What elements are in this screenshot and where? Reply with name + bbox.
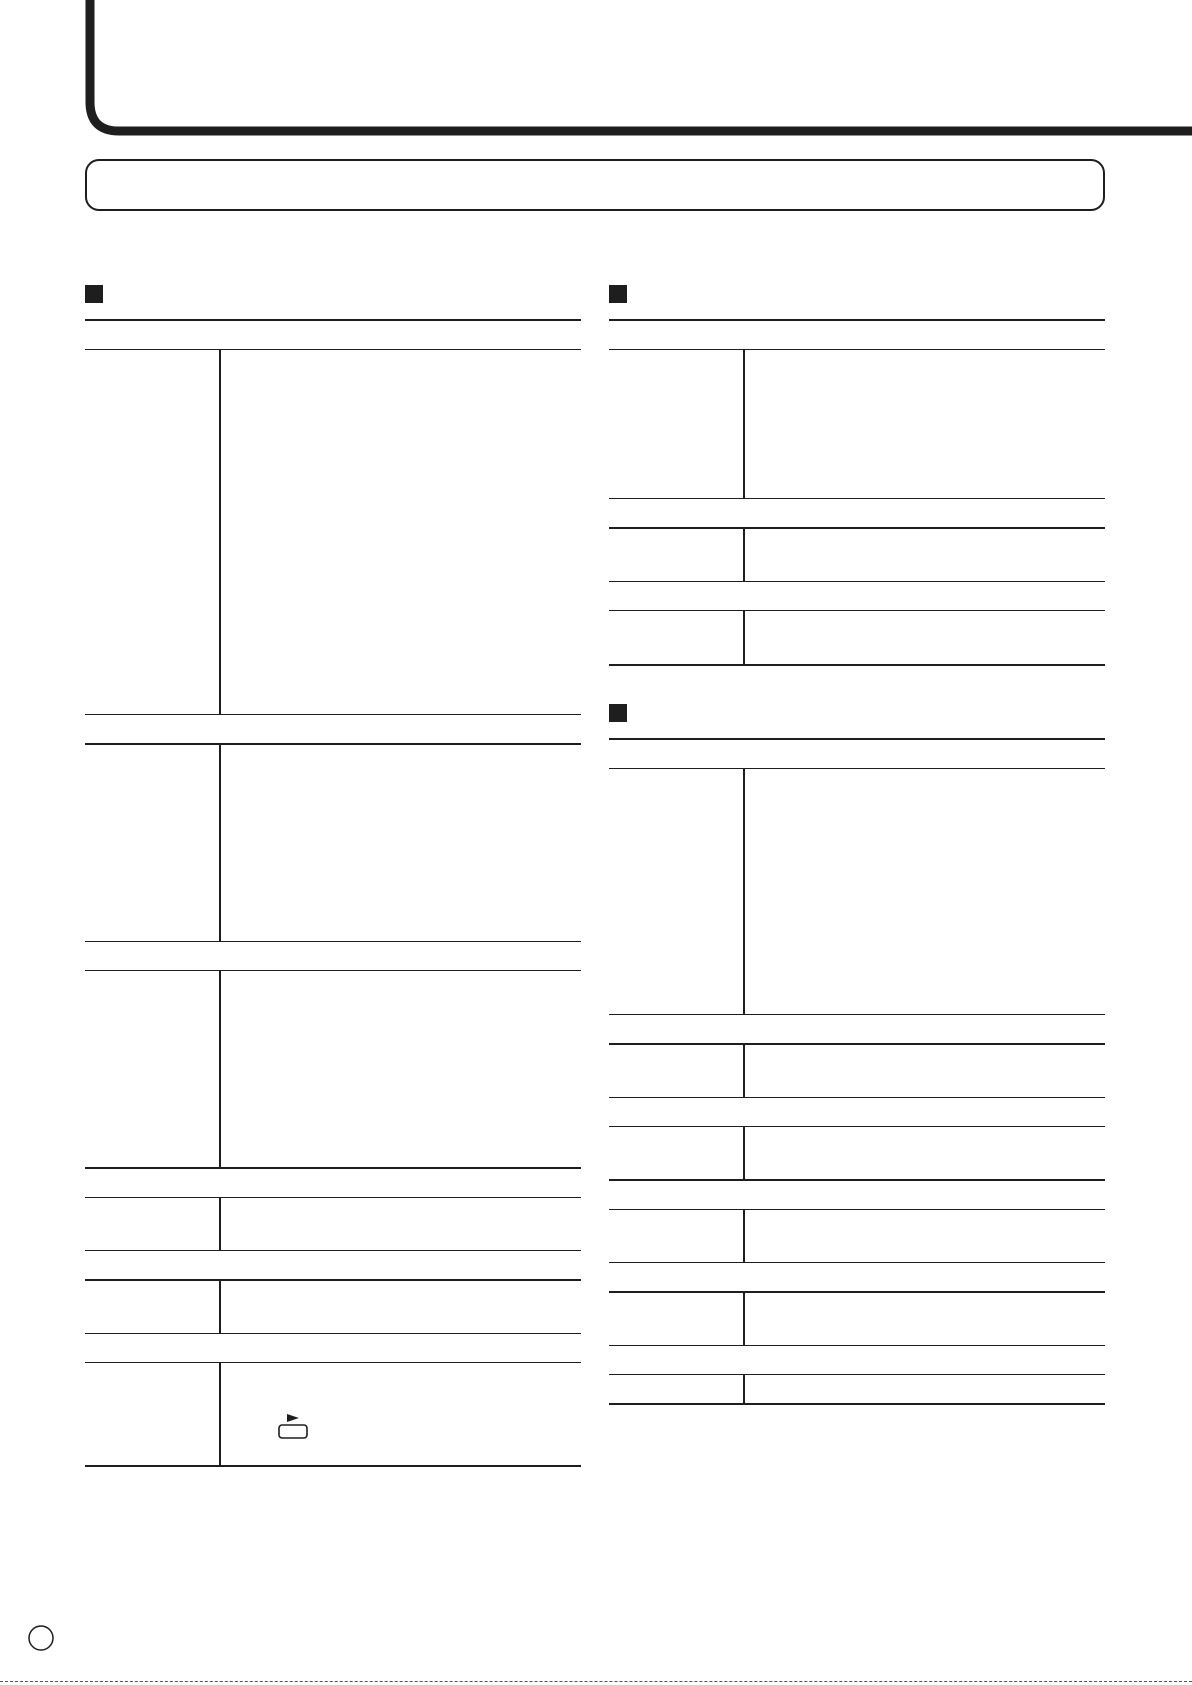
row-rule — [85, 1333, 581, 1334]
column-divider — [219, 745, 221, 942]
row-rule — [85, 714, 581, 715]
section-rule — [85, 319, 581, 321]
column-divider — [219, 350, 221, 715]
section-marker-icon — [85, 285, 103, 303]
section-marker-icon — [609, 285, 627, 303]
row-rule — [85, 1362, 581, 1363]
row-rule — [609, 610, 1105, 611]
row-rule — [609, 527, 1105, 529]
row-rule — [609, 1014, 1105, 1015]
column-divider — [743, 769, 745, 1014]
column-divider — [743, 1127, 745, 1180]
column-divider — [743, 1045, 745, 1097]
row-rule — [85, 1465, 581, 1467]
row-rule — [85, 743, 581, 745]
column-divider — [219, 971, 221, 1167]
column-divider — [219, 1198, 221, 1250]
row-rule — [85, 941, 581, 942]
row-rule — [609, 664, 1105, 666]
row-rule — [85, 1167, 581, 1169]
row-rule — [609, 581, 1105, 582]
page-bottom-edge — [0, 1681, 1192, 1682]
column-divider — [219, 1281, 221, 1333]
row-rule — [85, 970, 581, 971]
section-rule — [609, 319, 1105, 321]
column-divider — [743, 529, 745, 581]
row-rule — [609, 1291, 1105, 1293]
row-rule — [85, 349, 581, 350]
row-rule — [85, 1250, 581, 1251]
column-divider — [743, 1210, 745, 1262]
title-box — [85, 159, 1105, 211]
row-rule — [609, 1374, 1105, 1375]
row-rule — [609, 1097, 1105, 1098]
row-rule — [85, 1279, 581, 1281]
section-marker-icon — [609, 704, 627, 722]
row-rule — [609, 1043, 1105, 1045]
row-rule — [609, 349, 1105, 350]
column-divider — [743, 1293, 745, 1345]
column-divider — [219, 1363, 221, 1465]
row-rule — [609, 1403, 1105, 1405]
section-rule — [609, 738, 1105, 740]
row-rule — [609, 1126, 1105, 1127]
column-divider — [743, 1375, 745, 1404]
row-rule — [85, 1197, 581, 1198]
row-rule — [609, 498, 1105, 499]
column-divider — [743, 350, 745, 499]
column-divider — [743, 611, 745, 664]
row-rule — [609, 1262, 1105, 1263]
row-rule — [609, 1179, 1105, 1181]
row-rule — [609, 768, 1105, 769]
play-button-icon — [277, 1413, 309, 1440]
row-rule — [609, 1209, 1105, 1210]
page-circle-icon — [26, 1623, 56, 1653]
header-frame — [0, 0, 1192, 140]
row-rule — [609, 1345, 1105, 1346]
